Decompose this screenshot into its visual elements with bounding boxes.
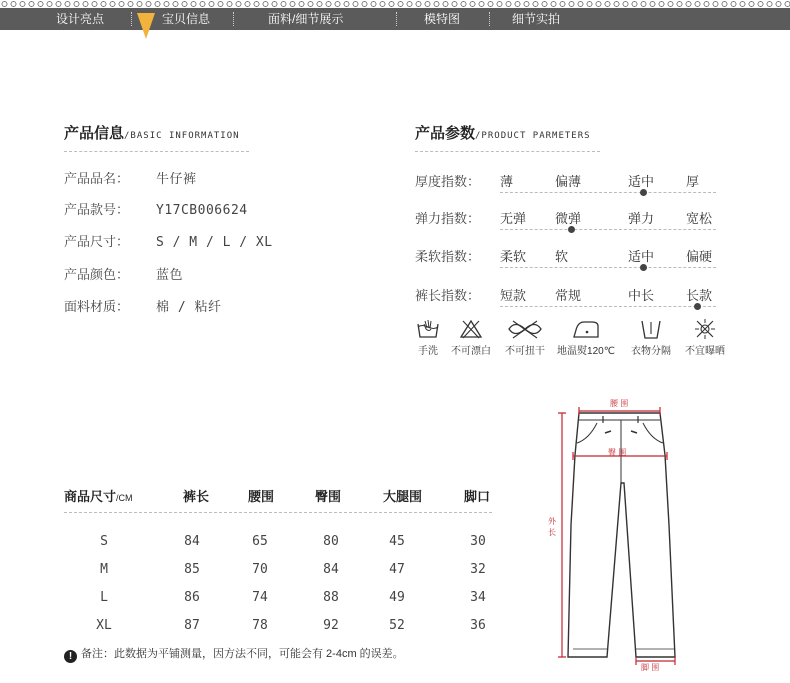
- size-table-header-hip: 臀围: [315, 489, 342, 504]
- care-no-sun-dry: [679, 318, 731, 357]
- info-row-style: [64, 199, 248, 218]
- param-label: 弹力指数：: [415, 211, 481, 226]
- info-label: 产品尺寸：: [64, 234, 130, 249]
- no-bleach-icon: [459, 318, 483, 340]
- info-label: 产品款号：: [64, 202, 130, 217]
- info-value: Y17CB006624: [156, 203, 248, 218]
- param-scale-line: [500, 229, 716, 230]
- size-table-cell: 87: [184, 618, 200, 633]
- param-option: 柔软: [500, 249, 527, 264]
- info-value: S / M / L / XL: [156, 235, 273, 250]
- size-table-cell: S: [100, 534, 108, 549]
- size-table-cell: 32: [470, 562, 486, 577]
- size-table-cell: 85: [184, 562, 200, 577]
- param-label: 厚度指数：: [415, 174, 481, 189]
- param-option: 适中: [628, 249, 655, 264]
- param-selected-marker: [694, 303, 701, 310]
- wash-separately-icon: [639, 318, 663, 340]
- hem-label: 脚 围: [641, 663, 660, 672]
- care-label: 不可漂白: [451, 346, 491, 357]
- note-text: 备注：此数据为平铺测量，因方法不同，可能会有 2-4cm 的误差。: [81, 648, 404, 660]
- product-params-title-text: 产品参数: [415, 125, 476, 142]
- size-table-header-length: 裤长: [183, 489, 210, 504]
- size-table-cell: 52: [389, 618, 405, 633]
- info-row-size: [64, 231, 273, 250]
- param-option: 常规: [555, 288, 582, 303]
- param-option: 中长: [628, 288, 655, 303]
- param-scale-line: [500, 192, 716, 193]
- care-wash-separately: [625, 318, 677, 357]
- size-table-cell: 45: [389, 534, 405, 549]
- no-wring-icon: [505, 318, 545, 340]
- size-table-cell: M: [100, 562, 108, 577]
- nav-divider: [233, 12, 234, 26]
- nav-item-info[interactable]: 宝贝信息: [162, 12, 211, 26]
- nav-item-fabric[interactable]: 面料/细节展示: [268, 12, 344, 26]
- param-label: 裤长指数：: [415, 288, 481, 303]
- product-info-title: [64, 122, 240, 143]
- param-option: 宽松: [686, 211, 713, 226]
- care-low-iron: [555, 318, 617, 357]
- care-label: 不宜曝晒: [685, 346, 725, 357]
- nav-divider: [489, 12, 490, 26]
- warning-icon: !: [64, 650, 77, 663]
- care-label: 不可扭干: [505, 346, 545, 357]
- divider: [64, 151, 249, 152]
- size-table-cell: 65: [252, 534, 268, 549]
- size-table-header-waist: 腰围: [248, 489, 275, 504]
- size-table-cell: 70: [252, 562, 268, 577]
- info-row-color: [64, 264, 183, 283]
- active-tab-indicator: [137, 13, 155, 39]
- param-option: 厚: [686, 174, 700, 189]
- info-row-name: [64, 168, 197, 187]
- size-table-cell: L: [100, 590, 108, 605]
- info-row-material: [64, 296, 221, 315]
- care-label: 衣物分隔: [631, 346, 671, 357]
- info-value: 棉 / 粘纤: [156, 300, 222, 315]
- product-params-title-en: /PRODUCT PARMETERS: [475, 131, 591, 141]
- length-measure-line: [558, 413, 566, 657]
- param-option: 短款: [500, 288, 527, 303]
- param-option: 无弹: [500, 211, 527, 226]
- nav-item-design[interactable]: 设计亮点: [56, 12, 105, 26]
- size-table-cell: 47: [389, 562, 405, 577]
- care-label: 手洗: [418, 346, 438, 357]
- param-option: 微弹: [555, 211, 582, 226]
- low-iron-icon: [571, 318, 601, 340]
- size-table-cell: 30: [470, 534, 486, 549]
- param-option: 长款: [686, 288, 713, 303]
- size-table-cell: 84: [184, 534, 200, 549]
- hip-label: 臀 围: [608, 448, 627, 457]
- divider: [64, 512, 492, 513]
- info-label: 产品品名：: [64, 171, 130, 186]
- size-table-cell: 84: [323, 562, 339, 577]
- param-scale-line: [500, 267, 716, 268]
- no-sun-dry-icon: [693, 318, 717, 340]
- info-label: 面料材质：: [64, 299, 130, 314]
- size-table-cell: XL: [96, 618, 112, 633]
- param-option: 软: [555, 249, 569, 264]
- product-params-title: [415, 122, 591, 143]
- param-scale-line: [500, 306, 716, 307]
- size-table-cell: 78: [252, 618, 268, 633]
- care-hand-wash: [413, 318, 443, 357]
- size-table-cell: 74: [252, 590, 268, 605]
- decorative-border: [0, 0, 790, 8]
- length-label: 外长: [548, 517, 556, 537]
- hand-wash-icon: [416, 318, 440, 340]
- size-table-cell: 34: [470, 590, 486, 605]
- care-no-wring: [500, 318, 550, 357]
- nav-divider: [131, 12, 132, 26]
- param-selected-marker: [568, 226, 575, 233]
- size-table-header-size: [64, 486, 133, 505]
- product-info-title-text: 产品信息: [64, 125, 125, 142]
- size-table-header-thigh: 大腿围: [383, 489, 423, 504]
- waist-label: 腰 围: [610, 399, 629, 408]
- info-value: 牛仔裤: [156, 172, 197, 187]
- size-table-cell: 86: [184, 590, 200, 605]
- param-selected-marker: [640, 189, 647, 196]
- param-option: 偏硬: [686, 249, 713, 264]
- param-label: 柔软指数：: [415, 249, 481, 264]
- product-info-title-en: /BASIC INFORMATION: [124, 131, 240, 141]
- size-table-cell: 88: [323, 590, 339, 605]
- divider: [415, 151, 600, 152]
- param-option: 偏薄: [555, 174, 582, 189]
- param-option: 弹力: [628, 211, 655, 226]
- size-table-header-hem: 脚口: [464, 489, 491, 504]
- nav-item-details[interactable]: 细节实拍: [512, 12, 561, 26]
- measurement-note: [64, 645, 404, 663]
- pants-diagram: [555, 395, 690, 675]
- info-value: 蓝色: [156, 268, 184, 283]
- care-no-bleach: [446, 318, 496, 357]
- param-option: 薄: [500, 174, 514, 189]
- param-selected-marker: [640, 264, 647, 271]
- size-table-cell: 49: [389, 590, 405, 605]
- nav-item-model[interactable]: 模特图: [424, 12, 461, 26]
- header-label: 商品尺寸: [64, 489, 117, 504]
- param-option: 适中: [628, 174, 655, 189]
- info-label: 产品颜色：: [64, 267, 130, 282]
- unit-label: /CM: [116, 493, 133, 503]
- top-nav: [0, 8, 790, 30]
- care-label: 地温熨120℃: [557, 346, 615, 357]
- size-table-cell: 80: [323, 534, 339, 549]
- nav-divider: [396, 12, 397, 26]
- size-table-cell: 92: [323, 618, 339, 633]
- size-table-cell: 36: [470, 618, 486, 633]
